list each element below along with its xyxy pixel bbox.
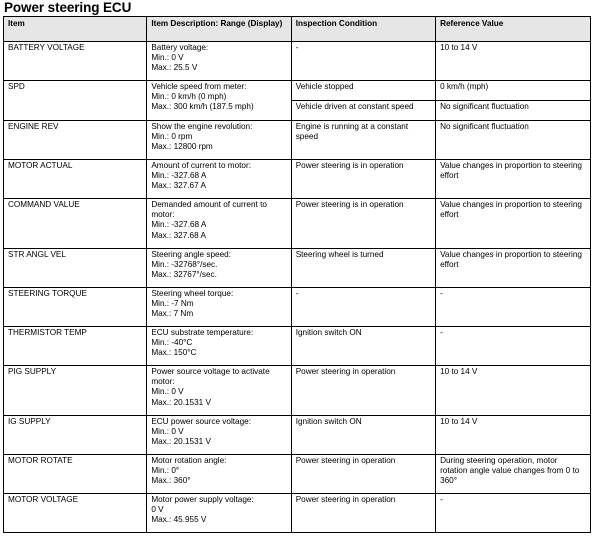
cell-condition: Ignition switch ON [291, 327, 435, 366]
cell-condition: Power steering is in operation [291, 160, 435, 199]
cell-item: COMMAND VALUE [4, 199, 147, 249]
description-line: Max.: 360° [151, 476, 191, 486]
cell-condition: - [291, 42, 435, 81]
description-line: Min.: 0 km/h (0 mph) [151, 92, 227, 102]
cell-reference: 10 to 14 V [436, 42, 591, 81]
cell-description [147, 81, 291, 121]
cell-description [147, 121, 291, 160]
cell-description [147, 288, 291, 327]
cell-description [147, 199, 291, 249]
description-line: ECU power source voltage: [151, 417, 251, 426]
cell-item: MOTOR ACTUAL [4, 160, 147, 199]
description-line: Min.: -32768°/sec. [151, 260, 218, 270]
description-line: Show the engine revolution: [151, 122, 253, 131]
cell-reference: - [436, 494, 591, 533]
cell-condition: Engine is running at a constant speed [291, 121, 435, 160]
cell-condition: Power steering is in operation [291, 199, 435, 249]
cell-item: STR ANGL VEL [4, 249, 147, 288]
cell-description [147, 42, 291, 81]
cell-item: MOTOR VOLTAGE [4, 494, 147, 533]
cell-condition: Power steering in operation [291, 494, 435, 533]
description-line: Amount of current to motor: [151, 161, 251, 170]
description-line: Min.: 0 V [151, 387, 184, 397]
cell-reference: 10 to 14 V [436, 366, 591, 416]
cell-reference: - [436, 327, 591, 366]
table-row [4, 42, 591, 81]
table-row [4, 366, 591, 416]
table-row [4, 121, 591, 160]
description-line: Min.: -327.68 A [151, 171, 207, 181]
table-row [4, 199, 591, 249]
description-line: Demanded amount of current to motor: [151, 200, 267, 220]
cell-condition: Power steering in operation [291, 366, 435, 416]
table-row [4, 288, 591, 327]
table-row [4, 81, 591, 101]
cell-description [147, 327, 291, 366]
description-line: Motor rotation angle: [151, 456, 227, 465]
cell-reference: 10 to 14 V [436, 416, 591, 455]
column-header-item: Item [4, 17, 147, 42]
table-body [4, 42, 591, 533]
table-row [4, 249, 591, 288]
cell-condition: Steering wheel is turned [291, 249, 435, 288]
description-line: Steering angle speed: [151, 250, 231, 259]
description-line: Min.: 0 V [151, 53, 184, 63]
description-line: Max.: 327.67 A [151, 181, 206, 191]
table-row [4, 160, 591, 199]
cell-description [147, 416, 291, 455]
description-line: Max.: 45.955 V [151, 515, 207, 525]
cell-reference: No significant fluctuation [436, 121, 591, 160]
cell-description [147, 160, 291, 199]
table-row [4, 416, 591, 455]
description-line: Vehicle speed from meter: [151, 82, 247, 91]
description-line: Max.: 300 km/h (187.5 mph) [151, 102, 254, 112]
cell-condition: Power steering in operation [291, 455, 435, 494]
table-row [4, 327, 591, 366]
cell-reference: Value changes in proportion to steering effort [436, 249, 591, 288]
cell-condition: - [291, 288, 435, 327]
description-line: Steering wheel torque: [151, 289, 234, 298]
cell-reference: - [436, 288, 591, 327]
description-line: Motor power supply voltage: [151, 495, 254, 504]
description-line: Max.: 150°C [151, 348, 197, 358]
description-line: Max.: 7 Nm [151, 309, 194, 319]
description-line: Max.: 20.1531 V [151, 437, 211, 447]
description-line: Min.: 0° [151, 466, 180, 476]
cell-item: STEERING TORQUE [4, 288, 147, 327]
cell-item: MOTOR ROTATE [4, 455, 147, 494]
cell-condition: Vehicle stopped [291, 81, 435, 101]
cell-description [147, 494, 291, 533]
cell-item: BATTERY VOLTAGE [4, 42, 147, 81]
description-line: Min.: 0 rpm [151, 132, 193, 142]
description-line: Battery voltage: [151, 43, 209, 52]
description-line: Min.: 0 V [151, 427, 184, 437]
cell-condition: Vehicle driven at constant speed [291, 101, 435, 121]
description-line: Max.: 327.68 A [151, 230, 206, 240]
table-row [4, 494, 591, 533]
cell-item: IG SUPPLY [4, 416, 147, 455]
table-header-row [4, 17, 591, 42]
cell-reference: No significant fluctuation [436, 101, 591, 121]
table-row [4, 455, 591, 494]
column-header-condition: Inspection Condition [291, 17, 435, 42]
description-line: Min.: -327.68 A [151, 220, 207, 230]
cell-item: SPD [4, 81, 147, 121]
description-line: Min.: -7 Nm [151, 299, 194, 309]
cell-item: ENGINE REV [4, 121, 147, 160]
description-line: Max.: 20.1531 V [151, 397, 211, 407]
cell-description [147, 366, 291, 416]
description-line: Max.: 25.5 V [151, 63, 198, 73]
description-line: Min.: -40°C [151, 338, 193, 348]
cell-reference: During steering operation, motor rotation angle value changes from 0 to 360° [436, 455, 591, 494]
cell-reference: Value changes in proportion to steering effort [436, 160, 591, 199]
description-line: ECU substrate temperature: [151, 328, 254, 337]
column-header-description: Item Description: Range (Display) [147, 17, 291, 42]
cell-description [147, 249, 291, 288]
description-line: Max.: 32767°/sec. [151, 270, 217, 280]
cell-item: PIG SUPPLY [4, 366, 147, 416]
description-line: 0 V [151, 505, 164, 515]
cell-condition: Ignition switch ON [291, 416, 435, 455]
cell-item: THERMISTOR TEMP [4, 327, 147, 366]
data-table [3, 16, 591, 533]
description-line: Max.: 12800 rpm [151, 142, 213, 152]
cell-reference: Value changes in proportion to steering effort [436, 199, 591, 249]
description-line: Power source voltage to activate motor: [151, 367, 270, 387]
cell-reference: 0 km/h (mph) [436, 81, 591, 101]
column-header-reference: Reference Value [436, 17, 591, 42]
page-title: Power steering ECU [4, 0, 132, 15]
cell-description [147, 455, 291, 494]
